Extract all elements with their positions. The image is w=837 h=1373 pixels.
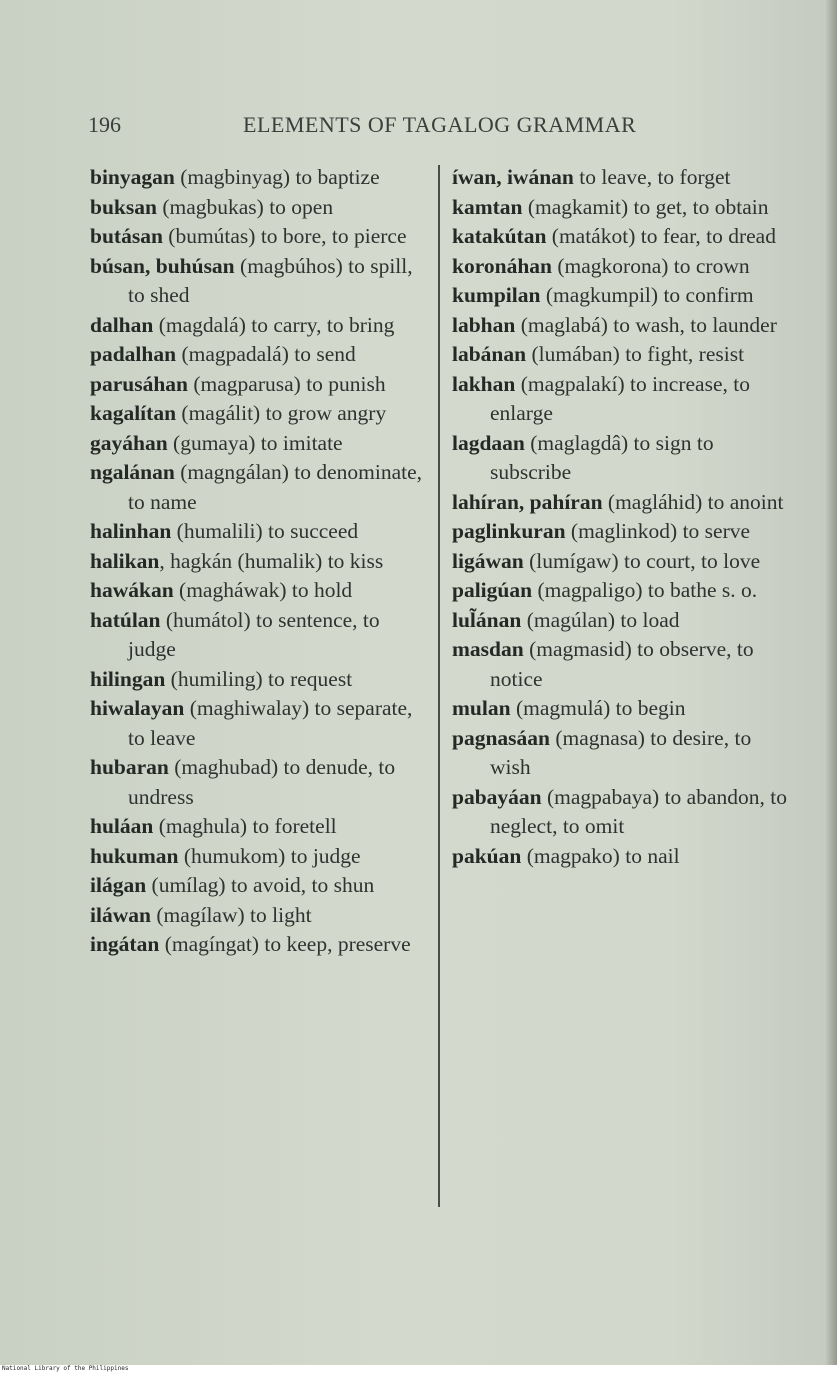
entry-headword: lagdaan [452,430,525,455]
entry-definition: (humátol) to sentence, to judge [128,607,380,661]
page-number: 196 [88,112,121,137]
dictionary-entry [90,458,425,517]
entry-definition: (magdalá) to carry, to bring [153,312,395,337]
dictionary-entry [452,547,792,577]
dictionary-entry [90,606,425,665]
dictionary-entry [452,340,792,370]
dictionary-entry [90,311,425,341]
dictionary-entry [90,222,425,252]
entry-headword: ingátan [90,932,160,956]
entry-headword: halinhan [90,519,172,543]
entry-definition: (magláhid) to anoint [602,489,784,514]
dictionary-entry [452,635,792,694]
entry-definition: to leave, to forget [573,165,731,189]
dictionary-entry [452,606,792,636]
dictionary-entry [452,163,792,193]
page-spine-shadow [825,0,837,1365]
entry-headword: hukuman [90,843,179,868]
dictionary-entry [452,311,792,341]
dictionary-entry [90,370,425,400]
entry-definition: (magíngat) to keep, preserve [159,932,411,956]
entry-definition: (magpalakí) to increase, to enlarge [490,371,750,425]
entry-headword: pagnasáan [452,725,550,750]
entry-headword: binyagan [90,165,175,189]
dictionary-entry [452,429,792,488]
dictionary-entry [452,576,792,606]
dictionary-entry [90,399,425,429]
dictionary-entry [90,871,425,901]
entry-definition: (lumígaw) to court, to love [523,548,761,573]
entry-definition: (magnasa) to desire, to wish [490,725,752,779]
column-divider [438,165,440,1207]
entry-headword: dalhan [90,312,154,337]
entry-definition: (humiling) to request [165,666,353,691]
entry-headword: ngalánan [90,460,175,484]
entry-headword: kagalítan [90,401,177,425]
entry-definition: (lumában) to fight, resist [526,342,745,366]
dictionary-entry [90,753,425,812]
entry-headword: iláwan [90,902,151,927]
entry-headword: hiwalayan [90,696,185,720]
entry-headword: huláan [90,814,154,838]
entry-definition: (maghula) to foretell [153,814,337,838]
entry-definition: (magúlan) to load [521,607,680,632]
dictionary-entry [90,517,425,547]
dictionary-entry [452,281,792,311]
dictionary-entry [90,694,425,753]
dictionary-entry [90,901,425,931]
dictionary-entry [452,842,792,872]
entry-headword: mulan [452,696,511,720]
running-title: ELEMENTS OF TAGALOG GRAMMAR [243,112,637,137]
entry-headword: koronáhan [452,253,552,278]
entry-definition: (maghiwalay) to separate, to leave [128,696,413,750]
dictionary-entry [90,163,425,193]
entry-headword: ilágan [90,873,147,897]
entry-headword: hubaran [90,755,169,779]
dictionary-entry [90,429,425,459]
entry-definition: (magkumpil) to confirm [540,283,754,307]
entry-definition: (humalili) to succeed [171,519,359,543]
dictionary-entry [452,724,792,783]
dictionary-entry [90,576,425,606]
entry-headword: hawákan [90,578,174,602]
entry-definition: (magkorona) to crown [551,253,750,278]
entry-definition: (humukom) to judge [178,843,361,868]
dictionary-entry [90,812,425,842]
dictionary-entry [452,783,792,842]
entry-definition: (magpaligo) to bathe s. o. [532,578,758,602]
entry-definition: (magálit) to grow angry [176,401,387,425]
entry-definition: (magparusa) to punish [188,371,386,396]
entry-definition: (magbukas) to open [156,194,334,219]
entry-headword: halikan [90,548,160,573]
entry-headword: parusáhan [90,371,188,396]
entry-headword: pakúan [452,843,522,868]
entry-headword: padalhan [90,342,177,366]
entry-definition: (bumútas) to bore, to pierce [162,224,407,248]
dictionary-entry [90,930,425,960]
right-column [452,163,792,871]
entry-definition: (magmulá) to begin [510,696,686,720]
dictionary-entry [90,252,425,311]
entry-headword: labánan [452,342,527,366]
entry-headword: kumpilan [452,283,541,307]
entry-definition: (magbúhos) to spill, to shed [128,253,413,307]
entry-definition: (magpako) to nail [521,843,680,868]
dictionary-entry [452,252,792,282]
entry-headword: íwan, iwánan [452,165,574,189]
entry-definition: (magbinyag) to baptize [174,165,380,189]
entry-definition: (magílaw) to light [150,902,312,927]
left-column [90,163,425,960]
entry-headword: ligáwan [452,548,524,573]
entry-headword: lul̃ánan [452,607,522,632]
entry-definition: (magngálan) to denominate, to name [128,460,423,514]
entry-headword: katakútan [452,224,547,248]
entry-definition: (matákot) to fear, to dread [546,224,776,248]
entry-definition: (maglinkod) to serve [565,519,751,543]
entry-definition: (gumaya) to imitate [167,430,343,455]
entry-definition: (magpadalá) to send [176,342,356,366]
page-header [88,112,648,138]
entry-headword: labhan [452,312,516,337]
entry-definition: (umílag) to avoid, to shun [146,873,375,897]
entry-headword: hatúlan [90,607,161,632]
dictionary-entry [90,193,425,223]
entry-headword: lahíran, pahíran [452,489,603,514]
dictionary-entry [90,665,425,695]
entry-headword: butásan [90,224,163,248]
entry-headword: kamtan [452,194,523,219]
entry-headword: buksan [90,194,157,219]
entry-definition: (magmasid) to observe, to notice [490,637,754,691]
entry-headword: pabayáan [452,784,542,809]
entry-definition: (maglabá) to wash, to launder [515,312,777,337]
entry-headword: paglinkuran [452,519,566,543]
dictionary-entry [452,694,792,724]
dictionary-entry [90,340,425,370]
footer-credit: National Library of the Philippines [2,1365,129,1372]
dictionary-entry [452,488,792,518]
dictionary-entry [90,547,425,577]
entry-headword: masdan [452,637,524,661]
dictionary-entry [452,370,792,429]
scan-credit-footer [0,1365,837,1373]
entry-definition: (maghubad) to denude, to undress [128,755,396,809]
entry-definition: (maglagdâ) to sign to subscribe [490,430,714,484]
entry-definition: (magkamit) to get, to obtain [522,194,769,219]
entry-headword: búsan, buhúsan [90,253,235,278]
entry-definition: (magpabaya) to abandon, to neglect, to omit [490,784,787,838]
entry-headword: gayáhan [90,430,168,455]
dictionary-entry [452,222,792,252]
dictionary-entry [90,842,425,872]
entry-headword: hilingan [90,666,166,691]
dictionary-entry [452,517,792,547]
entry-headword: paligúan [452,578,533,602]
entry-definition: , hagkán (humalik) to kiss [159,548,384,573]
dictionary-entry [452,193,792,223]
entry-headword: lakhan [452,371,516,396]
entry-definition: (magháwak) to hold [173,578,353,602]
